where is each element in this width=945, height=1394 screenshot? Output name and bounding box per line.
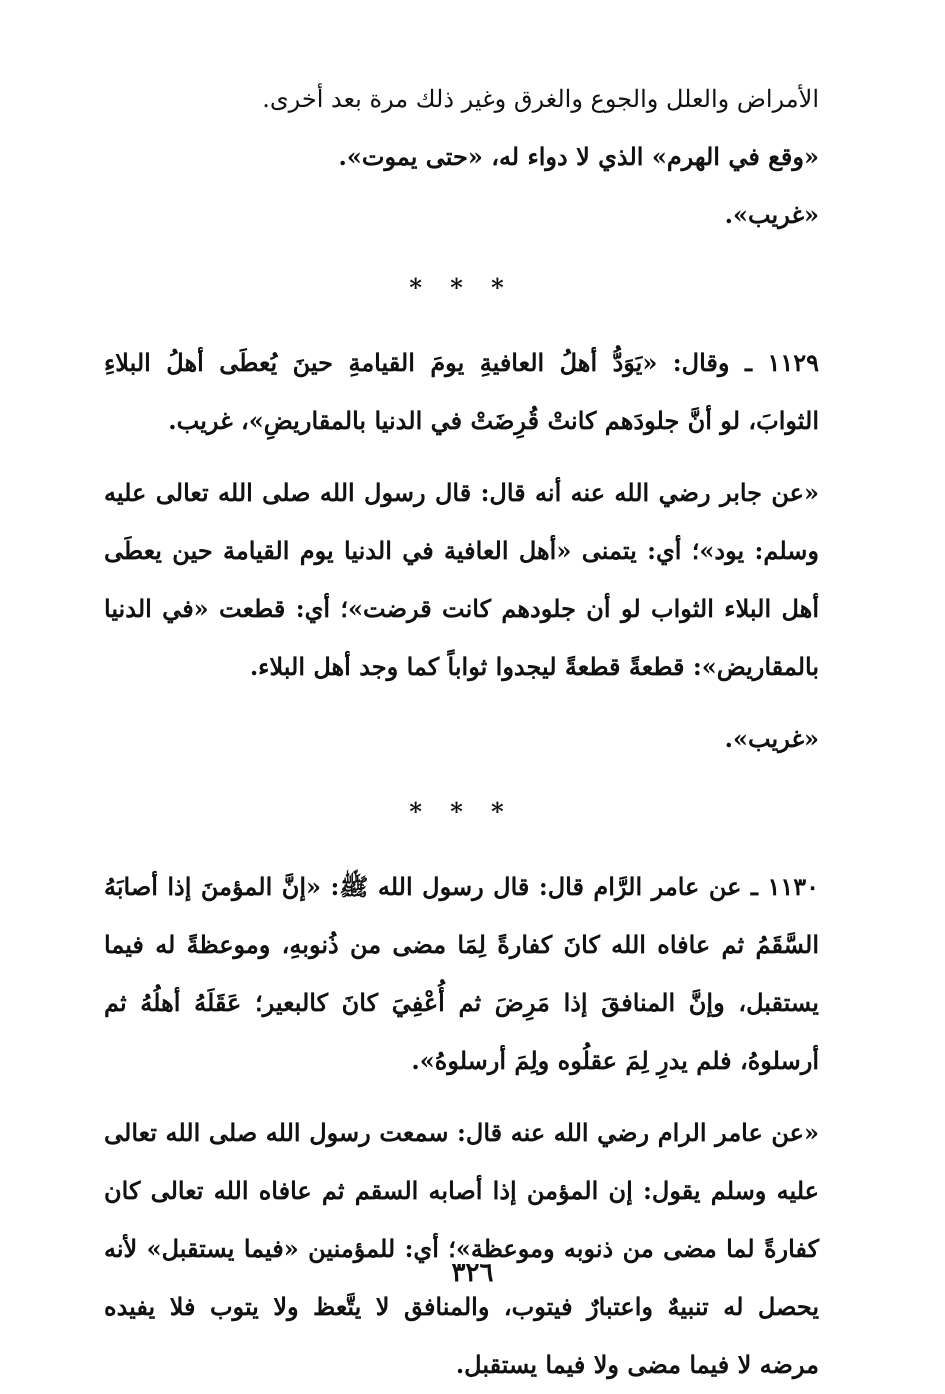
page-number: ٣٢٦ bbox=[451, 1258, 494, 1288]
commentary-1129: «عن جابر رضي الله عنه أنه قال: قال رسول الله صلى الله تعالى عليه وسلم: يود»؛ أي: يتمنى «أهل العافية في الدنيا يوم القيامة حين يعطَى أهل البلاء الثواب لو أن جلودهم كانت قرضت»؛ أي: قطعت «في الدنيا بالمقاريض»: قطعةً قطعةً ليجدوا ثواباً كما وجد أهل البلاء. bbox=[104, 478, 819, 681]
section-separator-1: * * * bbox=[409, 273, 514, 302]
grading-1129: «غريب». bbox=[724, 724, 819, 753]
paragraph-1: الأمراض والعلل والجوع والغرق وغير ذلك مرة بعد أخرى. bbox=[262, 85, 819, 113]
paragraph-2: «وقع في الهرم» الذي لا دواء له، «حتى يموت». bbox=[338, 142, 819, 171]
section-separator-2: * * * bbox=[409, 797, 514, 826]
paragraph-3: «غريب». bbox=[724, 200, 819, 229]
commentary-1130: «عن عامر الرام رضي الله عنه قال: سمعت رسول الله صلى الله تعالى عليه وسلم يقول: إن المؤمن إذا أصابه السقم ثم عافاه الله تعالى كان كفارةً لما مضى من ذنوبه وموعظة»؛ أي: للمؤمنين «فيما يستقبل» لأنه يحصل له تنبيهٌ واعتبارٌ فيتوب، والمنافق لا يتَّعظ ولا يتوب فلا يفيده مرضه لا فيما مضى ولا فيما يستقبل. bbox=[104, 1118, 820, 1379]
hadith-1129: ١١٢٩ ـ وقال: «يَوَدُّ أهلُ العافيةِ يومَ القيامةِ حينَ يُعطَى أهلُ البلاءِ الثوابَ، لو أنَّ جلودَهم كانتْ قُرِضَتْ في الدنيا بالمقاريضِ»، غريب. bbox=[104, 348, 819, 435]
hadith-1130: ١١٣٠ ـ عن عامر الرَّام قال: قال رسول الله ﷺ: «إنَّ المؤمنَ إذا أصابَهُ السَّقَمُ ثم عافاه الله كانَ كفارةً لِمَا مضى من ذُنوبهِ، وموعظةً له فيما يستقبل، وإنَّ المنافقَ إذا مَرِضَ ثم أُعْفِيَ كانَ كالبعير؛ عَقَلَهُ أهلُهُ ثم أرسلوهُ، فلم يدرِ لِمَ عقلُوه ولِمَ أرسلوهُ». bbox=[104, 872, 819, 1075]
